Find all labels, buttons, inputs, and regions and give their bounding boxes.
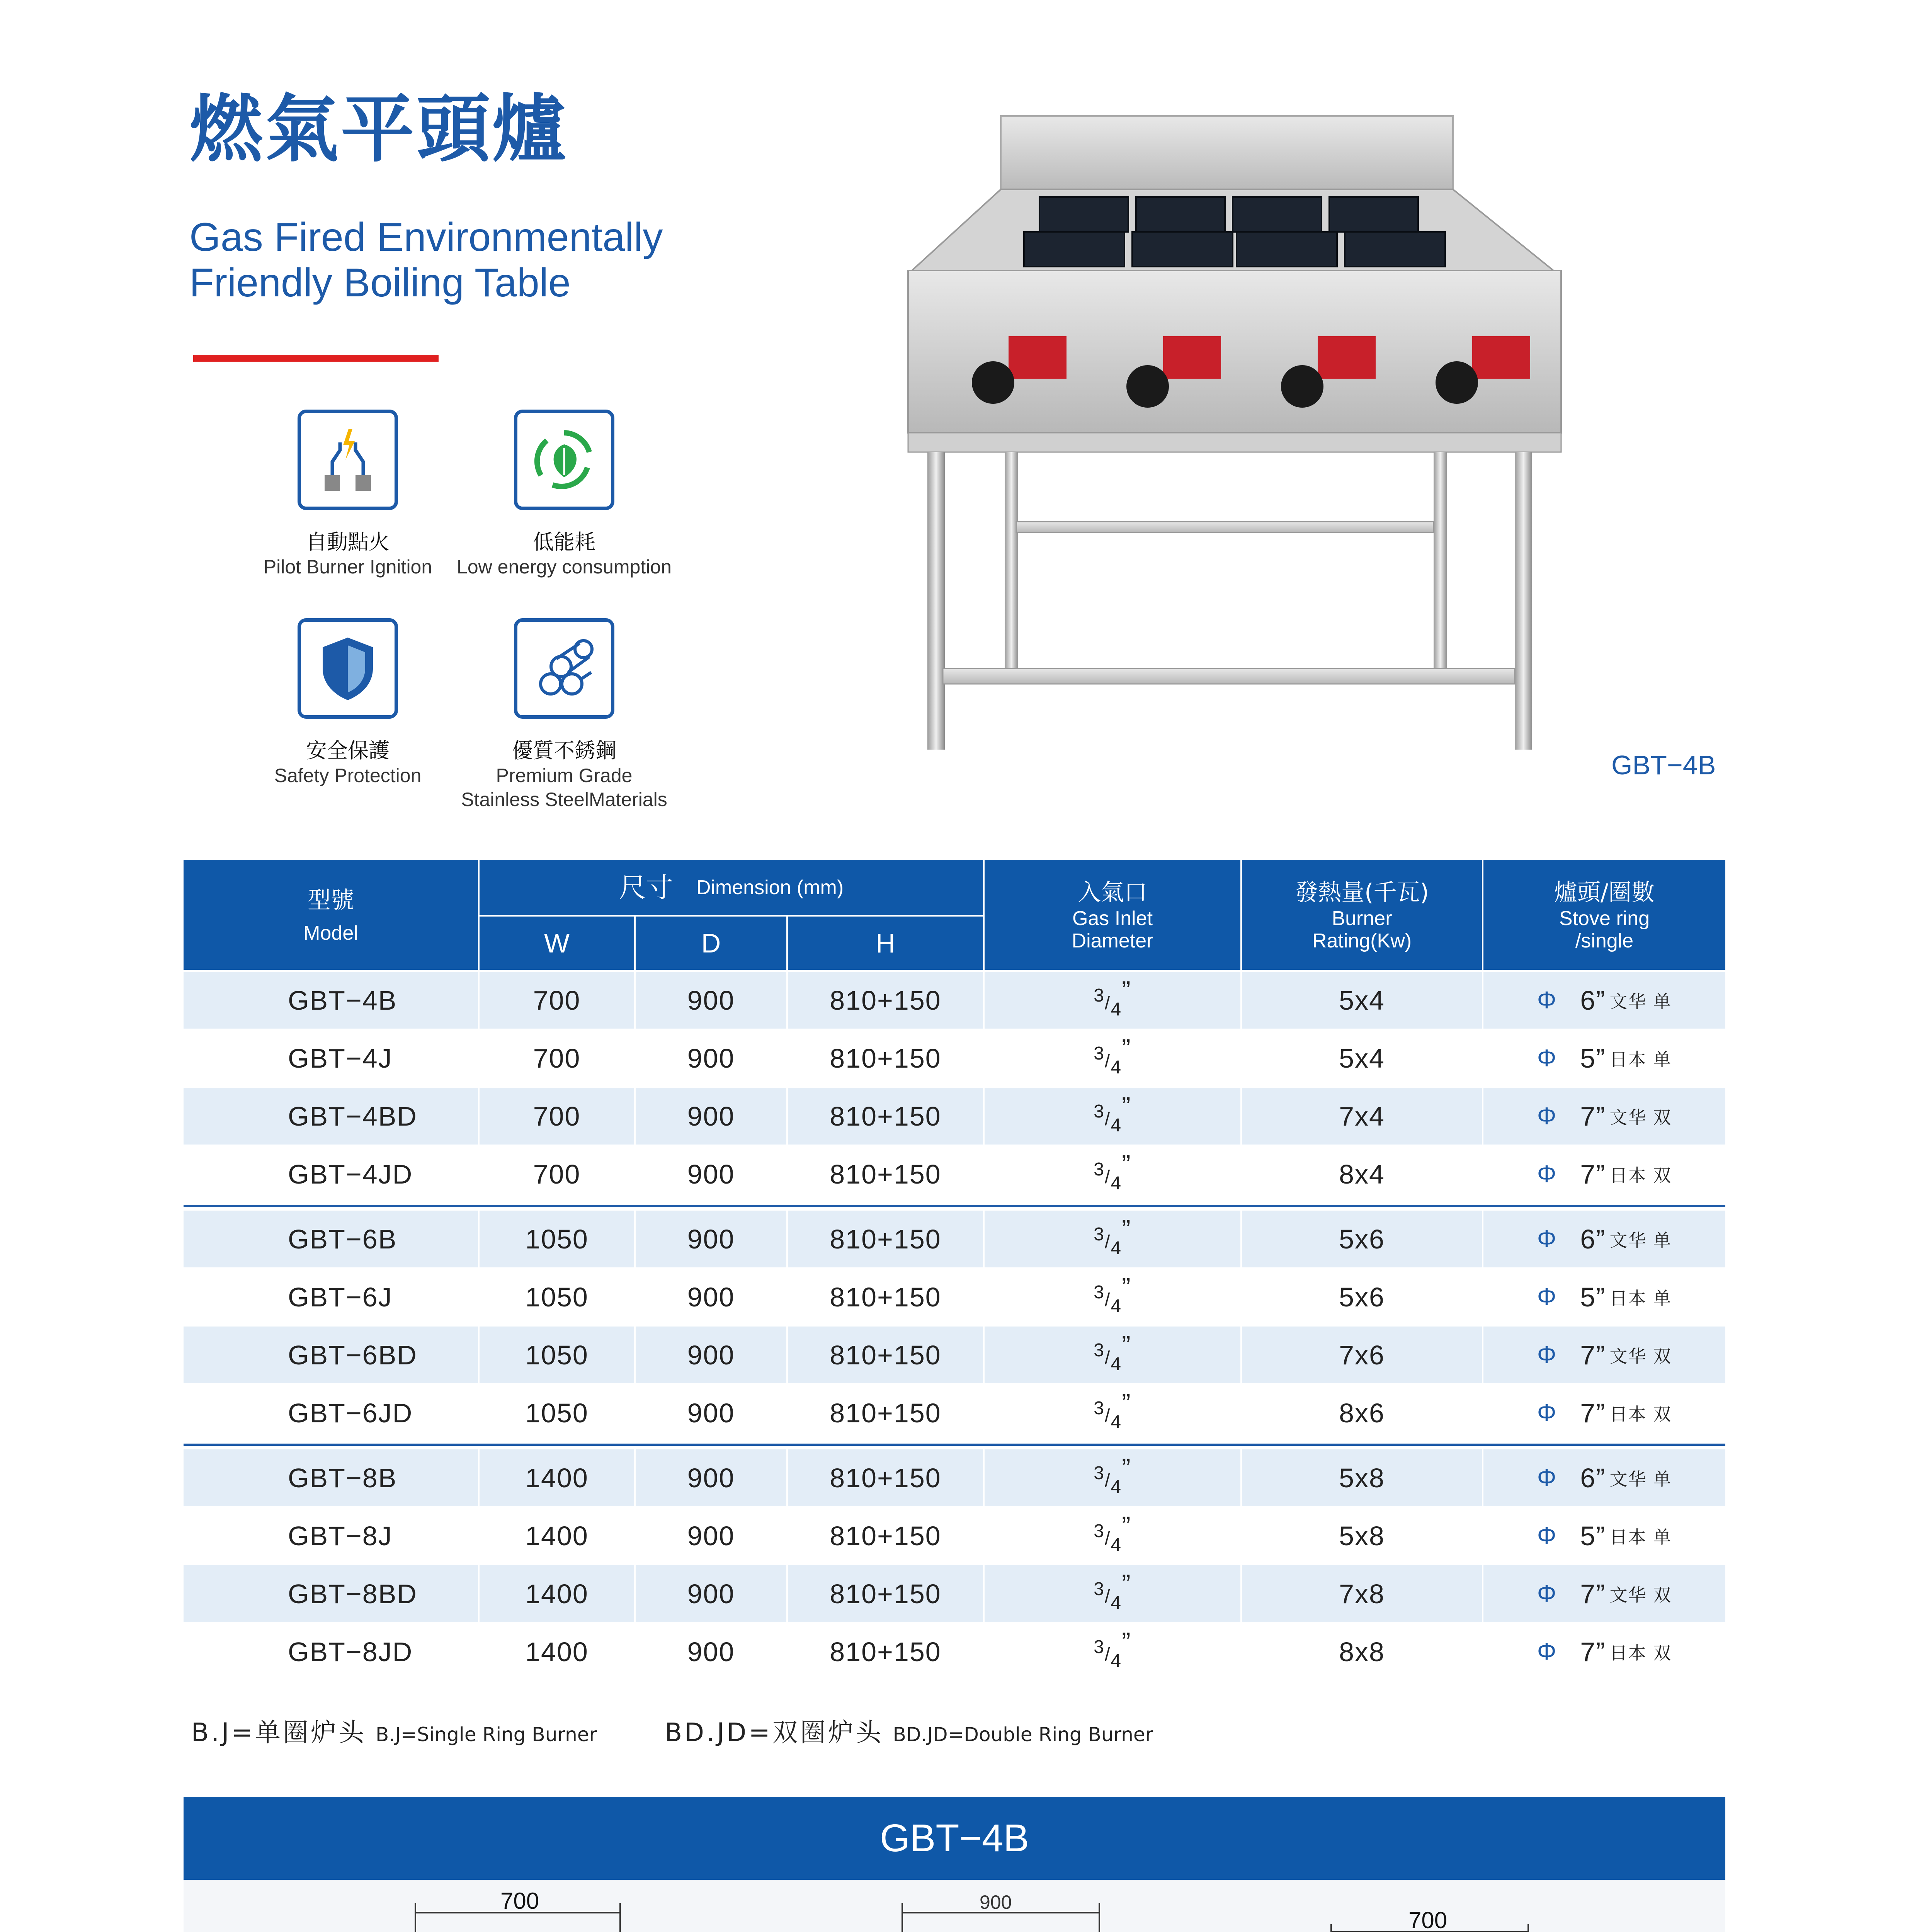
column-divider xyxy=(478,1211,480,1267)
group-divider xyxy=(184,1444,1725,1446)
feature-label-zh: 安全保護 xyxy=(306,738,390,763)
table-row xyxy=(184,1384,1725,1441)
column-divider xyxy=(1240,1449,1242,1506)
model-cell: GBT−8JD xyxy=(288,1636,413,1667)
header-gas-inlet: 入氣口 Gas Inlet Diameter xyxy=(985,860,1240,970)
column-divider xyxy=(983,1269,985,1325)
column-divider xyxy=(1482,1269,1483,1325)
column-divider xyxy=(786,972,788,1029)
table-row xyxy=(184,1507,1725,1564)
rating-cell: 8x6 xyxy=(1339,1398,1385,1428)
rating-cell: 5x4 xyxy=(1339,1043,1385,1073)
page-title-zh: 燃氣平頭爐 xyxy=(189,87,568,172)
rating-cell: 8x4 xyxy=(1339,1159,1385,1189)
h-cell: 810+150 xyxy=(830,1159,941,1189)
column-divider xyxy=(1482,1146,1483,1202)
d-cell: 900 xyxy=(687,1636,735,1667)
table-row xyxy=(184,1088,1725,1145)
title-en-line1: Gas Fired Environmentally xyxy=(189,215,663,260)
column-divider xyxy=(786,1623,788,1680)
table-row xyxy=(184,1623,1725,1680)
header-w: W xyxy=(480,917,634,970)
rating-cell: 5x6 xyxy=(1339,1282,1385,1312)
model-cell: GBT−6JD xyxy=(288,1398,413,1428)
product-photo xyxy=(862,108,1607,796)
column-divider xyxy=(634,1269,636,1325)
feature-label-zh: 自動點火 xyxy=(306,530,390,554)
w-cell: 1400 xyxy=(525,1578,589,1609)
h-cell: 810+150 xyxy=(830,1101,941,1131)
d-cell: 900 xyxy=(687,1578,735,1609)
column-divider xyxy=(478,1030,480,1087)
drawing-title-bar: GBT−4B xyxy=(184,1797,1725,1880)
header-stove-ring: 爐頭/圈數 Stove ring /single xyxy=(1483,860,1725,970)
stove-ring-cell: Φ 7” 日本 双 xyxy=(1537,1398,1672,1428)
gas-inlet-cell: 3/4” xyxy=(1094,975,1131,1020)
w-cell: 700 xyxy=(533,1159,581,1189)
column-divider xyxy=(634,972,636,1029)
svg-text:900: 900 xyxy=(980,1891,1012,1913)
column-divider xyxy=(983,1449,985,1506)
column-divider xyxy=(1240,1269,1242,1325)
header-model: 型號 Model xyxy=(184,860,478,970)
stove-ring-cell: Φ 6” 文华 单 xyxy=(1537,985,1672,1015)
column-divider xyxy=(1240,1623,1242,1680)
w-cell: 1400 xyxy=(525,1463,589,1493)
column-divider xyxy=(1240,1030,1242,1087)
w-cell: 700 xyxy=(533,1043,581,1073)
w-cell: 700 xyxy=(533,1101,581,1131)
d-cell: 900 xyxy=(687,1340,735,1370)
h-cell: 810+150 xyxy=(830,985,941,1015)
group-divider xyxy=(184,1205,1725,1207)
model-cell: GBT−8B xyxy=(288,1463,397,1493)
rating-cell: 8x8 xyxy=(1339,1636,1385,1667)
column-divider xyxy=(634,1030,636,1087)
column-divider xyxy=(983,972,985,1029)
column-divider xyxy=(1482,1211,1483,1267)
stove-ring-cell: Φ 7” 文华 双 xyxy=(1537,1340,1672,1370)
column-divider xyxy=(1482,1449,1483,1506)
stove-ring-cell: Φ 5” 日本 单 xyxy=(1537,1282,1672,1312)
model-cell: GBT−8BD xyxy=(288,1578,417,1609)
column-divider xyxy=(1482,1623,1483,1680)
page-title-en xyxy=(189,214,769,306)
w-cell: 1400 xyxy=(525,1520,589,1551)
d-cell: 900 xyxy=(687,1463,735,1493)
column-divider xyxy=(634,1384,636,1441)
feature-label-en: Premium Grade Stainless SteelMaterials xyxy=(461,765,667,810)
h-cell: 810+150 xyxy=(830,1224,941,1254)
feature-label-en: Pilot Burner Ignition xyxy=(263,556,432,578)
column-divider xyxy=(634,1211,636,1267)
feature-label-en: Safety Protection xyxy=(274,765,422,786)
column-divider xyxy=(1240,1384,1242,1441)
gas-inlet-cell: 3/4” xyxy=(1094,1272,1131,1316)
w-cell: 1050 xyxy=(525,1224,589,1254)
column-divider xyxy=(786,1146,788,1202)
rating-cell: 5x8 xyxy=(1339,1463,1385,1493)
column-divider xyxy=(786,1384,788,1441)
column-divider xyxy=(478,1449,480,1506)
column-divider xyxy=(478,1623,480,1680)
rating-cell: 5x8 xyxy=(1339,1520,1385,1551)
column-divider xyxy=(1240,1211,1242,1267)
column-divider xyxy=(1482,1030,1483,1087)
feature-label-zh: 低能耗 xyxy=(533,530,595,554)
feature-low-energy xyxy=(433,410,696,579)
header-dimension: 尺寸 Dimension (mm) xyxy=(480,860,983,915)
stove-ring-cell: Φ 7” 文华 双 xyxy=(1537,1578,1672,1609)
note-double-ring: BD.JD=双圈炉头 BD.JD=Double Ring Burner xyxy=(665,1718,1153,1747)
stove-ring-cell: Φ 5” 日本 单 xyxy=(1537,1043,1672,1073)
title-en-line2: Friendly Boiling Table xyxy=(189,260,571,305)
gas-inlet-cell: 3/4” xyxy=(1094,1453,1131,1497)
ignition-icon xyxy=(298,410,398,510)
column-divider xyxy=(1240,1146,1242,1202)
column-divider xyxy=(786,1269,788,1325)
column-divider xyxy=(983,1030,985,1087)
stove-ring-cell: Φ 7” 日本 双 xyxy=(1537,1159,1672,1189)
column-divider xyxy=(1482,1327,1483,1383)
h-cell: 810+150 xyxy=(830,1340,941,1370)
h-cell: 810+150 xyxy=(830,1463,941,1493)
column-divider xyxy=(1240,972,1242,1029)
column-divider xyxy=(478,1269,480,1325)
d-cell: 900 xyxy=(687,1159,735,1189)
w-cell: 1050 xyxy=(525,1282,589,1312)
model-cell: GBT−4J xyxy=(288,1043,393,1073)
column-divider xyxy=(786,1211,788,1267)
column-divider xyxy=(1482,1565,1483,1622)
table-row xyxy=(184,1449,1725,1506)
gas-inlet-cell: 3/4” xyxy=(1094,1627,1131,1671)
plan-view-drawing xyxy=(1254,1924,1555,1932)
column-divider xyxy=(478,1384,480,1441)
shield-icon xyxy=(298,618,398,719)
d-cell: 900 xyxy=(687,1282,735,1312)
photo-model-label: GBT−4B xyxy=(1611,750,1716,780)
model-cell: GBT−4B xyxy=(288,985,397,1015)
column-divider xyxy=(786,1507,788,1564)
column-divider xyxy=(634,1623,636,1680)
column-divider xyxy=(786,1088,788,1145)
table-row xyxy=(184,1565,1725,1622)
d-cell: 900 xyxy=(687,1520,735,1551)
column-divider xyxy=(983,1384,985,1441)
h-cell: 810+150 xyxy=(830,1282,941,1312)
column-divider xyxy=(478,1146,480,1202)
w-cell: 1050 xyxy=(525,1340,589,1370)
d-cell: 900 xyxy=(687,985,735,1015)
gas-inlet-cell: 3/4” xyxy=(1094,1330,1131,1374)
feature-label-en: Low energy consumption xyxy=(457,556,672,578)
front-width-label: 700 xyxy=(500,1888,539,1914)
column-divider xyxy=(478,1088,480,1145)
w-cell: 700 xyxy=(533,985,581,1015)
rating-cell: 7x8 xyxy=(1339,1578,1385,1609)
h-cell: 810+150 xyxy=(830,1398,941,1428)
d-cell: 900 xyxy=(687,1398,735,1428)
gas-inlet-cell: 3/4” xyxy=(1094,1388,1131,1432)
column-divider xyxy=(1240,1088,1242,1145)
column-divider xyxy=(634,1507,636,1564)
d-cell: 900 xyxy=(687,1224,735,1254)
column-divider xyxy=(634,1088,636,1145)
model-cell: GBT−6B xyxy=(288,1224,397,1254)
header-burner-rating: 發熱量(千瓦) Burner Rating(Kw) xyxy=(1242,860,1482,970)
column-divider xyxy=(1482,972,1483,1029)
column-divider xyxy=(983,1327,985,1383)
d-cell: 900 xyxy=(687,1101,735,1131)
stove-ring-cell: Φ 6” 文华 单 xyxy=(1537,1224,1672,1254)
column-divider xyxy=(983,1565,985,1622)
column-divider xyxy=(478,1327,480,1383)
gas-inlet-cell: 3/4” xyxy=(1094,1149,1131,1194)
column-divider xyxy=(478,1507,480,1564)
feature-steel xyxy=(433,618,696,811)
model-cell: GBT−4BD xyxy=(288,1101,417,1131)
column-divider xyxy=(634,1327,636,1383)
rating-cell: 5x6 xyxy=(1339,1224,1385,1254)
column-divider xyxy=(1482,1088,1483,1145)
h-cell: 810+150 xyxy=(830,1636,941,1667)
column-divider xyxy=(983,1623,985,1680)
rating-cell: 7x6 xyxy=(1339,1340,1385,1370)
gas-inlet-cell: 3/4” xyxy=(1094,1569,1131,1613)
gas-inlet-cell: 3/4” xyxy=(1094,1511,1131,1555)
column-divider xyxy=(1240,1327,1242,1383)
stove-ring-cell: Φ 6” 文华 单 xyxy=(1537,1463,1672,1493)
note-single-ring: B.J=单圈炉头 B.J=Single Ring Burner xyxy=(191,1718,597,1747)
model-cell: GBT−6J xyxy=(288,1282,393,1312)
svg-text:700: 700 xyxy=(1408,1907,1448,1932)
column-divider xyxy=(1240,1565,1242,1622)
stove-ring-cell: Φ 7” 日本 双 xyxy=(1537,1636,1672,1667)
stove-ring-cell: Φ 7” 文华 双 xyxy=(1537,1101,1672,1131)
column-divider xyxy=(983,1146,985,1202)
table-row xyxy=(184,1269,1725,1325)
rating-cell: 5x4 xyxy=(1339,985,1385,1015)
rating-cell: 7x4 xyxy=(1339,1101,1385,1131)
gas-inlet-cell: 3/4” xyxy=(1094,1033,1131,1078)
table-row xyxy=(184,1211,1725,1267)
front-view-drawing xyxy=(338,1903,647,1932)
table-row xyxy=(184,972,1725,1029)
h-cell: 810+150 xyxy=(830,1520,941,1551)
h-cell: 810+150 xyxy=(830,1043,941,1073)
column-divider xyxy=(634,1565,636,1622)
header-d: D xyxy=(636,917,786,970)
recycle-leaf-icon xyxy=(514,410,614,510)
column-divider xyxy=(983,1507,985,1564)
title-divider xyxy=(193,355,439,362)
column-divider xyxy=(478,1565,480,1622)
column-divider xyxy=(786,1565,788,1622)
gas-inlet-cell: 3/4” xyxy=(1094,1214,1131,1259)
column-divider xyxy=(786,1030,788,1087)
column-divider xyxy=(634,1146,636,1202)
column-divider xyxy=(1482,1507,1483,1564)
steel-pipes-icon xyxy=(514,618,614,719)
column-divider xyxy=(1482,1384,1483,1441)
column-divider xyxy=(1240,1507,1242,1564)
model-cell: GBT−8J xyxy=(288,1520,393,1551)
column-divider xyxy=(786,1327,788,1383)
h-cell: 810+150 xyxy=(830,1578,941,1609)
table-row xyxy=(184,1327,1725,1383)
column-divider xyxy=(983,1088,985,1145)
table-row xyxy=(184,1146,1725,1202)
model-cell: GBT−4JD xyxy=(288,1159,413,1189)
technical-drawings xyxy=(184,1880,1725,1932)
feature-label-zh: 優質不銹鋼 xyxy=(512,738,616,763)
stove-ring-cell: Φ 5” 日本 单 xyxy=(1537,1520,1672,1551)
d-cell: 900 xyxy=(687,1043,735,1073)
column-divider xyxy=(478,972,480,1029)
column-divider xyxy=(983,1211,985,1267)
column-divider xyxy=(634,1449,636,1506)
w-cell: 1400 xyxy=(525,1636,589,1667)
w-cell: 1050 xyxy=(525,1398,589,1428)
table-row xyxy=(184,1030,1725,1087)
model-cell: GBT−6BD xyxy=(288,1340,417,1370)
column-divider xyxy=(786,1449,788,1506)
header-h: H xyxy=(788,917,983,970)
gas-inlet-cell: 3/4” xyxy=(1094,1091,1131,1136)
